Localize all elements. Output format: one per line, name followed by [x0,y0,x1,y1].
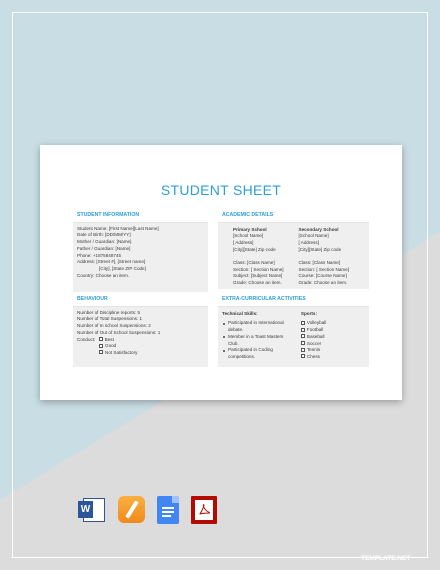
academic-details-heading: ACADEMIC DETAILS [218,210,369,223]
school-detail: Grade: Choose an item. [298,280,348,286]
school-line: [ Address] [233,240,254,246]
sports-item [301,347,364,354]
info-line: Country: Choose an item. [77,272,130,278]
info-line: Address: [Street #], [Street name] [77,259,146,265]
document-title: STUDENT SHEET [160,182,282,198]
info-line: Date of Birth: [DD/MM/YY] [77,232,131,238]
school-line: [City][State] Zip code [298,246,342,252]
school-line: [City][State] Zip code [233,246,276,252]
conduct-option: Good [105,343,117,349]
behaviour-heading: BEHAVIOUR [73,294,208,307]
academic-details-panel [218,210,369,289]
school-detail: Grade: Choose an item. [233,280,282,286]
primary-school-title: Primary School [233,226,267,232]
behaviour-line: Number of Total Suspensions: 1 [77,316,143,322]
extra-curricular-heading: EXTRA-CURRICULAR ACTIVITIES [218,294,369,307]
student-information-panel [73,210,208,292]
behaviour-panel [73,294,208,367]
extra-curricular-panel [218,294,369,367]
document-preview [40,145,402,400]
checkbox[interactable] [301,334,305,338]
behaviour-line: Number of In school Suspensions: 2 [77,323,151,329]
sports-label: Baseball [306,333,325,339]
conduct-option: Not Satisfactory [105,349,138,355]
format-icons [78,496,217,524]
sports-label: Volleyball [306,320,327,326]
sports-column [301,311,364,361]
conduct-row [77,337,204,344]
conduct-row [77,350,204,357]
conduct-row [77,343,204,350]
school-line: [School Name] [233,233,264,239]
checkbox[interactable] [99,344,103,348]
conduct-label: Conduct: [77,336,96,342]
technical-skills-title: Technical Skills: [222,310,258,316]
technical-skill-item: Participated in International debate. [222,320,292,333]
technical-skills-column [222,311,301,361]
checkbox[interactable] [301,341,305,345]
technical-skill-item: Participated in Coding competitions. [222,347,292,360]
info-line: Mother / Guardian: [Name] [77,239,132,245]
sports-item [301,354,364,361]
sports-item [301,334,364,341]
school-line: [School Name] [298,233,329,239]
sports-title: Sports: [300,310,317,316]
school-line: [ Address] [298,240,319,246]
checkbox[interactable] [301,328,305,332]
behaviour-line: Number of Out of School Suspensions: 1 [77,329,161,335]
sports-label: Chess [306,353,320,359]
google-docs-icon[interactable] [157,496,179,524]
school-detail: Section: [ Section Name] [233,266,284,272]
technical-skill-item: Member in a Toast Masters Club. [222,334,292,347]
secondary-school-column [299,227,365,287]
checkbox[interactable] [301,321,305,325]
school-detail: Subject: [Subject Name] [233,273,283,279]
checkbox[interactable] [301,348,305,352]
sports-label: Soccer [306,340,322,346]
student-information-heading: STUDENT INFORMATION [73,210,208,223]
sports-item [301,341,364,348]
sports-label: Tennis [306,347,321,353]
pdf-icon[interactable] [191,496,217,524]
school-detail: Class: [Class Name] [298,260,341,266]
sports-item [301,320,364,327]
school-detail: Section: [ Section Name] [298,266,350,272]
info-line: Father / Guardian: [Name] [77,245,131,251]
checkbox[interactable] [99,350,103,354]
sports-label: Football [306,327,324,333]
behaviour-line: Number of Discipline reports: 5 [77,309,141,315]
info-line: Phone: +1875848745 [77,252,122,258]
checkbox[interactable] [99,337,103,341]
school-detail: Course: [Course Name] [298,273,347,279]
checkbox[interactable] [301,354,305,358]
brand-logo: TEMPLATE.NET [361,555,411,562]
pages-icon[interactable] [118,496,145,523]
info-line: [City], [State ZIP Code] [99,265,146,271]
sports-item [301,327,364,334]
word-icon[interactable]: W [78,496,106,524]
info-line: Student Name: [First Name][Last Name] [77,225,159,231]
secondary-school-title: Secondary School [298,226,339,232]
primary-school-column [233,227,299,287]
school-detail: Class: [Class Name] [233,260,275,266]
conduct-option: Best [104,336,114,342]
